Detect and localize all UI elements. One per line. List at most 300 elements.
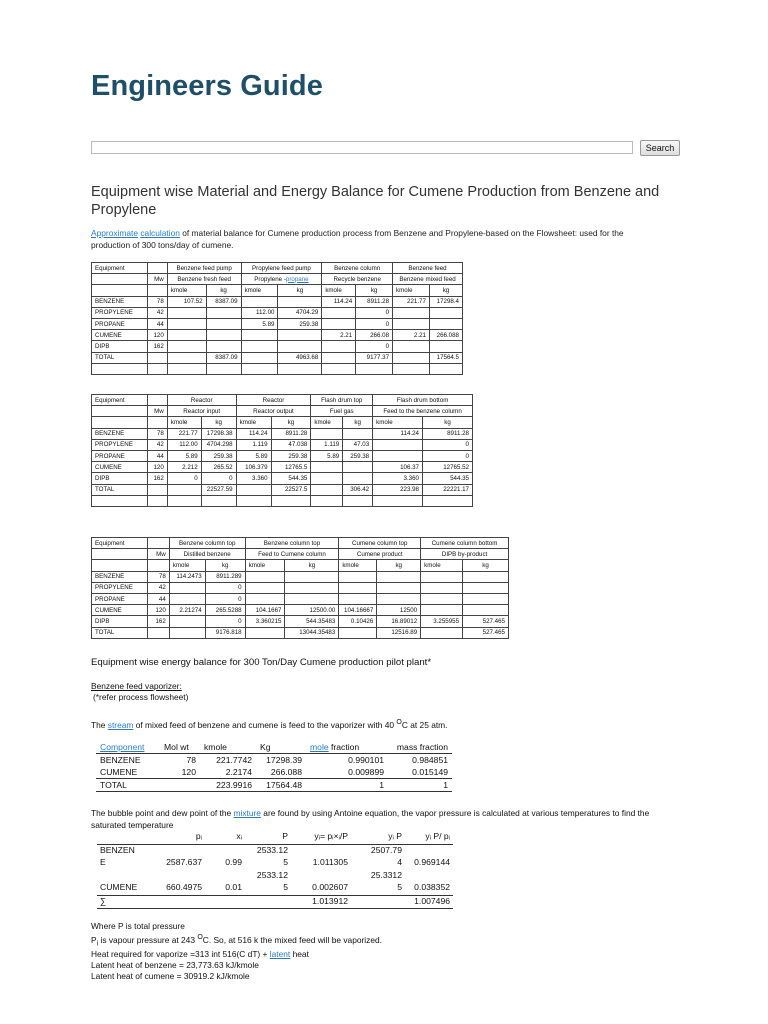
table-cell: DIPB: [92, 616, 148, 627]
table-row: [92, 605, 509, 616]
table-cell: 17564.5: [429, 352, 462, 363]
blog-title[interactable]: Engineers Guide: [91, 70, 323, 102]
table-cell: 13044.35483: [285, 627, 339, 638]
table-cell: 0: [205, 616, 245, 627]
table-cell: PROPYLENE: [92, 307, 148, 318]
table-cell: kg: [463, 560, 509, 571]
note-line: [91, 949, 382, 960]
table-cell: P: [282, 831, 288, 841]
table-row: [92, 363, 463, 374]
table-cell: [205, 870, 245, 883]
table-cell: TOTAL: [92, 627, 148, 638]
table-cell: 4: [397, 857, 402, 867]
vaporizer-note: (*refer process flowsheet): [93, 692, 189, 702]
table-cell: [429, 307, 462, 318]
table-cell: kmole: [373, 417, 423, 428]
table-cell: 5: [283, 882, 288, 892]
table-cell: mass fraction: [396, 742, 448, 752]
table-cell: CUMENE: [100, 767, 138, 777]
table-cell: CUMENE: [92, 605, 148, 616]
table-cell: 78: [147, 296, 167, 307]
table-cell: 2533.12: [256, 844, 288, 855]
energy-balance-heading: Equipment wise energy balance for 300 Ton/Day Cumene production pilot plant*: [91, 657, 432, 668]
table-cell: kmole: [322, 285, 356, 296]
table-cell: 47.038: [271, 439, 311, 450]
table-cell: 0.038352: [414, 882, 450, 892]
table-cell: 0.015149: [412, 767, 448, 777]
table-cell: [147, 627, 169, 638]
intro-paragraph: [91, 228, 661, 251]
table-cell: kmole: [236, 417, 271, 428]
table-cell: [167, 307, 206, 318]
table-cell: kg: [429, 285, 462, 296]
table-cell: 114.24: [322, 296, 356, 307]
table-cell: [206, 341, 241, 352]
table-row: [92, 593, 509, 604]
table-row: [92, 296, 463, 307]
table-cell: 266.088: [270, 767, 302, 777]
table-cell: 0: [423, 439, 473, 450]
table-cell: kg: [271, 417, 311, 428]
table-cell: 162: [147, 616, 169, 627]
table-cell: 2587.637: [166, 857, 202, 867]
approximate-link[interactable]: Approximate: [91, 228, 139, 238]
table-cell: 0.969144: [414, 857, 450, 867]
table-row: [97, 895, 453, 909]
table-cell: [421, 571, 463, 582]
table-cell: [285, 571, 339, 582]
table-cell: Feed to Cumene column: [245, 549, 339, 560]
table-cell: DIPB by-product: [421, 549, 509, 560]
table-cell: [393, 341, 430, 352]
table-cell: [393, 307, 430, 318]
table-cell: 2533.12: [256, 869, 288, 880]
table-cell: [278, 341, 322, 352]
table-cell: 17298.39: [266, 755, 302, 765]
table-cell: 5: [397, 882, 402, 892]
table-cell: 1: [443, 780, 448, 790]
table-row: [97, 844, 453, 857]
table-cell: [463, 605, 509, 616]
table-cell: BENZENE: [92, 571, 148, 582]
table-cell: kmole: [169, 560, 205, 571]
table-row: [97, 831, 453, 844]
table-cell: [241, 296, 278, 307]
table-cell: 527.465: [463, 627, 509, 638]
table-cell: 104.1667: [245, 605, 285, 616]
text-span: heat: [290, 949, 309, 960]
table-cell: 22527.5: [271, 484, 311, 495]
table-cell: [285, 593, 339, 604]
material-balance-table-1: [91, 262, 463, 375]
table-cell: [306, 741, 388, 754]
table-cell: 221.7742: [216, 755, 252, 765]
table-cell: DIPB: [92, 473, 148, 484]
subscript: i: [96, 940, 99, 948]
table-cell: [167, 318, 206, 329]
table-cell: 0.002607: [312, 882, 348, 892]
table-cell: 259.38: [278, 318, 322, 329]
table-cell: 1: [379, 780, 384, 790]
table-cell: 8387.09: [206, 352, 241, 363]
table-row: [96, 754, 452, 767]
table-cell: kmole: [241, 285, 278, 296]
table-cell: 112.00: [241, 307, 278, 318]
search-button[interactable]: Search: [640, 140, 680, 156]
notes-section: [91, 921, 382, 982]
table-cell: Mw: [147, 406, 167, 417]
table-cell: kg: [201, 417, 236, 428]
table-cell: 17298.4: [429, 296, 462, 307]
table-row: [92, 450, 473, 461]
text-span: are found by using Antoine equation, the vapor pressure is calculated at various temperatures to find the saturated temperature: [91, 808, 650, 830]
table-cell: [429, 318, 462, 329]
table-row: [92, 395, 473, 406]
table-cell: [147, 484, 167, 495]
table-row: [92, 285, 463, 296]
table-cell: ∑: [100, 895, 107, 906]
calculation-link[interactable]: calculation: [140, 228, 180, 238]
table-cell: 12516.89: [377, 627, 421, 638]
table-cell: 44: [147, 450, 167, 461]
table-cell: 8911.28: [423, 428, 473, 439]
bubble-point-paragraph: [91, 808, 681, 831]
table-cell: 17298.38: [201, 428, 236, 439]
table-cell: 0: [205, 593, 245, 604]
table-cell: [97, 870, 147, 883]
table-cell: 120: [147, 462, 167, 473]
table-cell: kmole: [167, 417, 201, 428]
intro-text: of material balance for Cumene production process from Benzene and Propylene-based on the Flowsheet: used for the production of 300 tons/day of cumene.: [91, 228, 624, 250]
table-cell: [245, 582, 285, 593]
table-cell: 265.52: [201, 462, 236, 473]
table-cell: [169, 593, 205, 604]
table-cell: kg: [206, 285, 241, 296]
composition-table: [96, 741, 452, 792]
table-cell: TOTAL: [92, 484, 148, 495]
table-cell: 4704.298: [201, 439, 236, 450]
table-cell: 0.009899: [348, 767, 384, 777]
mixture-link[interactable]: mixture: [233, 808, 261, 818]
superscript: O: [197, 934, 203, 941]
table-cell: [405, 844, 453, 857]
text-span: of mixed feed of benzene and cumene is feed to the vaporizer with 40: [133, 719, 397, 730]
search-input[interactable]: [91, 141, 633, 154]
table-cell: 0.984851: [412, 755, 448, 765]
table-cell: [421, 593, 463, 604]
table-cell: 8911.28: [356, 296, 393, 307]
table-cell: 0: [356, 318, 393, 329]
table-cell: 78: [147, 428, 167, 439]
table-cell: [373, 450, 423, 461]
table-cell: [236, 484, 271, 495]
table-cell: [147, 895, 205, 909]
component-link[interactable]: Component: [100, 742, 145, 752]
table-cell: [429, 341, 462, 352]
table-cell: kmole: [393, 285, 430, 296]
table-cell: 42: [147, 439, 167, 450]
table-cell: kg: [423, 417, 473, 428]
table-cell: CUMENE: [100, 882, 138, 892]
table-row: [92, 439, 473, 450]
table-cell: [393, 352, 430, 363]
table-cell: [377, 593, 421, 604]
stream-link[interactable]: stream: [107, 719, 134, 730]
table-cell: [241, 352, 278, 363]
table-cell: 0: [356, 341, 393, 352]
table-cell: Equipment: [92, 538, 148, 549]
table-cell: 1.013912: [312, 895, 348, 906]
table-cell: 0: [201, 473, 236, 484]
text-span: Heat required for vaporize =313 int 516(C dT) +: [91, 949, 270, 960]
table-cell: 223.9916: [216, 780, 252, 790]
table-cell: kg: [285, 560, 339, 571]
table-cell: 660.4975: [166, 882, 202, 892]
table-cell: 1.119: [311, 439, 343, 450]
note-line: [91, 932, 382, 949]
table-cell: 162: [147, 473, 167, 484]
table-cell: kmole: [311, 417, 343, 428]
table-cell: kg: [343, 417, 373, 428]
note-line: Where P is total pressure: [91, 921, 185, 931]
table-cell: 78: [147, 571, 169, 582]
table-row: [92, 560, 509, 571]
table-cell: 8911.28: [271, 428, 311, 439]
table-cell: Cumene product: [339, 549, 421, 560]
stream-paragraph: [91, 719, 447, 730]
table-row: [92, 571, 509, 582]
table-row: [92, 352, 463, 363]
table-cell: [343, 473, 373, 484]
table-row: [97, 870, 453, 883]
table-row: [92, 627, 509, 638]
text-span: The: [91, 719, 108, 730]
table-cell: [377, 571, 421, 582]
table-cell: [167, 330, 206, 341]
table-cell: 0: [423, 450, 473, 461]
table-cell: kg: [377, 560, 421, 571]
table-cell: BENZENE: [100, 755, 141, 765]
table-row: [92, 582, 509, 593]
table-cell: 114.24: [373, 428, 423, 439]
table-cell: [339, 627, 377, 638]
table-cell: 106.379: [236, 462, 271, 473]
text-span: C. So, at 516 k the mixed feed will be vaporized.: [202, 934, 382, 945]
table-cell: xᵢ: [236, 831, 242, 841]
latent-link[interactable]: latent: [269, 949, 291, 960]
table-cell: Kg: [260, 742, 271, 752]
table-cell: [241, 341, 278, 352]
table-cell: 47.03: [343, 439, 373, 450]
table-cell: Benzene fresh feed: [167, 274, 241, 285]
table-row: [92, 318, 463, 329]
table-cell: [291, 870, 351, 883]
table-cell: 1.119: [236, 439, 271, 450]
table-cell: [147, 870, 205, 883]
table-cell: 5.89: [167, 450, 201, 461]
table-cell: PROPANE: [92, 450, 148, 461]
table-cell: 44: [147, 593, 169, 604]
table-cell: [339, 571, 377, 582]
table-cell: 1.011305: [312, 857, 348, 867]
table-cell: [291, 844, 351, 857]
table-cell: Reactor: [167, 395, 236, 406]
table-cell: [463, 593, 509, 604]
table-cell: [206, 330, 241, 341]
table-cell: Mw: [147, 549, 169, 560]
bubble-point-table: [97, 831, 453, 909]
table-cell: [241, 330, 278, 341]
table-cell: [205, 895, 245, 909]
table-cell: 266.088: [429, 330, 462, 341]
table-cell: [339, 593, 377, 604]
table-cell: Reactor input: [167, 406, 236, 417]
table-row: [92, 263, 463, 274]
table-cell: 221.77: [167, 428, 201, 439]
component-header[interactable]: [96, 741, 160, 754]
table-cell: 5.89: [236, 450, 271, 461]
table-cell: 306.42: [343, 484, 373, 495]
table-cell: Distilled benzene: [169, 549, 245, 560]
table-cell: [245, 895, 291, 909]
table-cell: Cumene column bottom: [421, 538, 509, 549]
table-cell: 12500: [377, 605, 421, 616]
table-cell: 12765.5: [271, 462, 311, 473]
table-cell: [322, 307, 356, 318]
table-cell: [169, 627, 205, 638]
table-row: [97, 857, 453, 870]
table-cell: 120: [147, 605, 169, 616]
table-cell: [278, 296, 322, 307]
table-cell: kmole: [167, 285, 206, 296]
table-cell: E: [100, 857, 106, 867]
vaporizer-title: Benzene feed vaporizer:: [91, 681, 182, 691]
table-cell: Propylene -propane: [241, 274, 322, 285]
table-cell: 107.52: [167, 296, 206, 307]
table-cell: 0: [167, 473, 201, 484]
table-cell: pᵢ: [195, 831, 202, 841]
table-cell: [167, 341, 206, 352]
table-cell: Reactor: [236, 395, 311, 406]
table-cell: yᵢ= pᵢ×ᵢ/P: [314, 831, 348, 841]
table-cell: Recycle benzene: [322, 274, 393, 285]
table-cell: [343, 428, 373, 439]
table-cell: PROPYLENE: [92, 439, 148, 450]
table-cell: 5: [283, 857, 288, 867]
table-cell: TOTAL: [100, 780, 127, 790]
table-row: [92, 307, 463, 318]
table-row: [96, 779, 452, 792]
table-cell: Benzene mixed feed: [393, 274, 463, 285]
table-cell: 265.5288: [205, 605, 245, 616]
table-cell: 0.01: [225, 882, 242, 892]
table-cell: [245, 593, 285, 604]
table-cell: [245, 627, 285, 638]
table-cell: Benzene feed pump: [167, 263, 241, 274]
table-cell: [285, 582, 339, 593]
table-cell: 223.98: [373, 484, 423, 495]
table-cell: 3.360215: [245, 616, 285, 627]
table-cell: [160, 779, 200, 792]
table-cell: [421, 605, 463, 616]
table-cell: [405, 870, 453, 883]
superscript: O: [396, 719, 402, 726]
table-cell: 106.37: [373, 462, 423, 473]
table-cell: [311, 484, 343, 495]
table-row: [97, 882, 453, 895]
note-line: Latent heat of cumene = 30919.2 kJ/kmole: [91, 971, 250, 982]
table-cell: BENZENE: [92, 296, 148, 307]
table-cell: [206, 318, 241, 329]
table-cell: [373, 439, 423, 450]
post-title: Equipment wise Material and Energy Balance for Cumene Production from Benzene and Propylene: [91, 184, 660, 218]
table-cell: 0: [205, 582, 245, 593]
table-cell: Flash drum top: [311, 395, 373, 406]
table-row: [96, 741, 452, 754]
text-span: The bubble point and dew point of the: [91, 808, 234, 818]
table-cell: 4963.68: [278, 352, 322, 363]
table-cell: 2.21274: [169, 605, 205, 616]
table-cell: 162: [147, 341, 167, 352]
table-cell: [343, 462, 373, 473]
material-balance-table-2: [91, 394, 473, 507]
table-cell: 22221.17: [423, 484, 473, 495]
table-cell: 544.35: [271, 473, 311, 484]
table-cell: 2.212: [167, 462, 201, 473]
table-row: [92, 484, 473, 495]
text-span: P: [91, 934, 97, 945]
table-cell: kmole: [204, 742, 227, 752]
table-cell: [147, 844, 205, 857]
table-cell: 544.35483: [285, 616, 339, 627]
table-cell: kg: [205, 560, 245, 571]
table-row: [92, 616, 509, 627]
table-row: [92, 341, 463, 352]
table-cell: [311, 428, 343, 439]
table-row: [92, 330, 463, 341]
table-cell: kg: [278, 285, 322, 296]
table-cell: 259.38: [343, 450, 373, 461]
table-cell: 104.16667: [339, 605, 377, 616]
table-row: [92, 406, 473, 417]
table-row: [92, 274, 463, 285]
table-cell: [322, 341, 356, 352]
table-row: [92, 495, 473, 506]
table-cell: 1.007496: [414, 895, 450, 906]
table-cell: CUMENE: [92, 330, 148, 341]
table-cell: yᵢ P: [388, 831, 402, 841]
table-row: [92, 473, 473, 484]
table-cell: PROPANE: [92, 593, 148, 604]
material-balance-table-3: [91, 537, 509, 639]
table-cell: [169, 582, 205, 593]
table-cell: 2.21: [322, 330, 356, 341]
note-line: Latent heat of benzene = 23,773.63 kJ/kmole: [91, 960, 259, 971]
table-cell: [206, 307, 241, 318]
mole-link[interactable]: mole: [310, 742, 329, 752]
table-cell: PROPANE: [92, 318, 148, 329]
table-cell: [169, 616, 205, 627]
table-cell: 9176.818: [205, 627, 245, 638]
table-cell: 527.465: [463, 616, 509, 627]
table-cell: 22527.59: [201, 484, 236, 495]
table-cell: [463, 582, 509, 593]
table-cell: kg: [356, 285, 393, 296]
propane-link[interactable]: propane: [285, 275, 309, 283]
table-row: [92, 538, 509, 549]
table-cell: 0.990101: [348, 755, 384, 765]
table-cell: 2.2174: [225, 767, 252, 777]
